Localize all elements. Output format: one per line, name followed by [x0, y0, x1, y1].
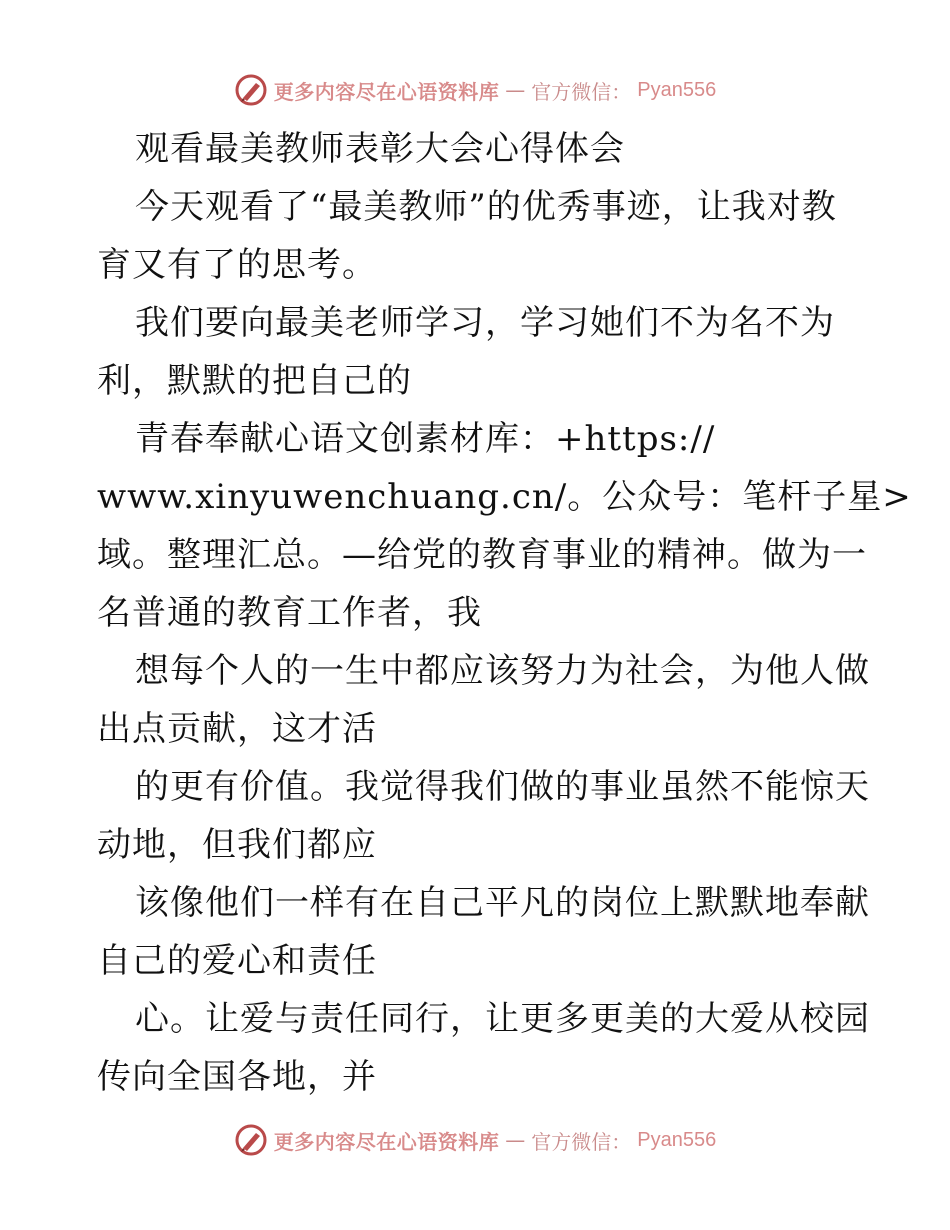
pen-logo-icon — [234, 1123, 268, 1157]
watermark-dash: — — [505, 1128, 526, 1152]
watermark-wechat-id: Pyan556 — [637, 1128, 717, 1151]
text-line: 利，默默的把自己的 — [97, 361, 412, 401]
watermark-main-text: 更多内容尽在心语资料库 — [273, 1129, 500, 1154]
text-line: 域。整理汇总。—给党的教育事业的精神。做为一 — [97, 535, 867, 575]
text-line: 名普通的教育工作者，我 — [97, 593, 482, 633]
watermark-main-text: 更多内容尽在心语资料库 — [273, 79, 500, 104]
watermark-sub-text: 官方微信： — [531, 79, 632, 104]
text-line: www.xinyuwenchuang.cn/。公众号：笔杆子星> — [97, 477, 912, 517]
text-line: 自己的爱心和责任 — [97, 941, 377, 981]
text-line: 想每个人的一生中都应该努力为社会，为他人做 — [135, 651, 870, 691]
text-line: 该像他们一样有在自己平凡的岗位上默默地奉献 — [135, 883, 870, 923]
pen-logo-icon — [234, 73, 268, 107]
watermark-sub-text: 官方微信： — [531, 1129, 632, 1154]
footer-watermark — [0, 1122, 950, 1158]
text-line: 心。让爱与责任同行，让更多更美的大爱从校园 — [135, 999, 870, 1039]
text-line: 青春奉献心语文创素材库：+https:// — [135, 419, 716, 459]
document-body — [97, 120, 912, 1106]
text-line: 出点贡献，这才活 — [97, 709, 377, 749]
watermark-dash: — — [505, 78, 526, 102]
document-title: 观看最美教师表彰大会心得体会 — [135, 129, 625, 169]
text-line: 的更有价值。我觉得我们做的事业虽然不能惊天 — [135, 767, 870, 807]
text-line: 传向全国各地，并 — [97, 1057, 377, 1097]
watermark-wechat-id: Pyan556 — [637, 78, 717, 101]
header-watermark — [0, 72, 950, 108]
text-line: 动地，但我们都应 — [97, 825, 377, 865]
text-line: 育又有了的思考。 — [97, 245, 377, 285]
text-line: 我们要向最美老师学习，学习她们不为名不为 — [135, 303, 835, 343]
text-line: 今天观看了“最美教师”的优秀事迹，让我对教 — [135, 187, 837, 227]
